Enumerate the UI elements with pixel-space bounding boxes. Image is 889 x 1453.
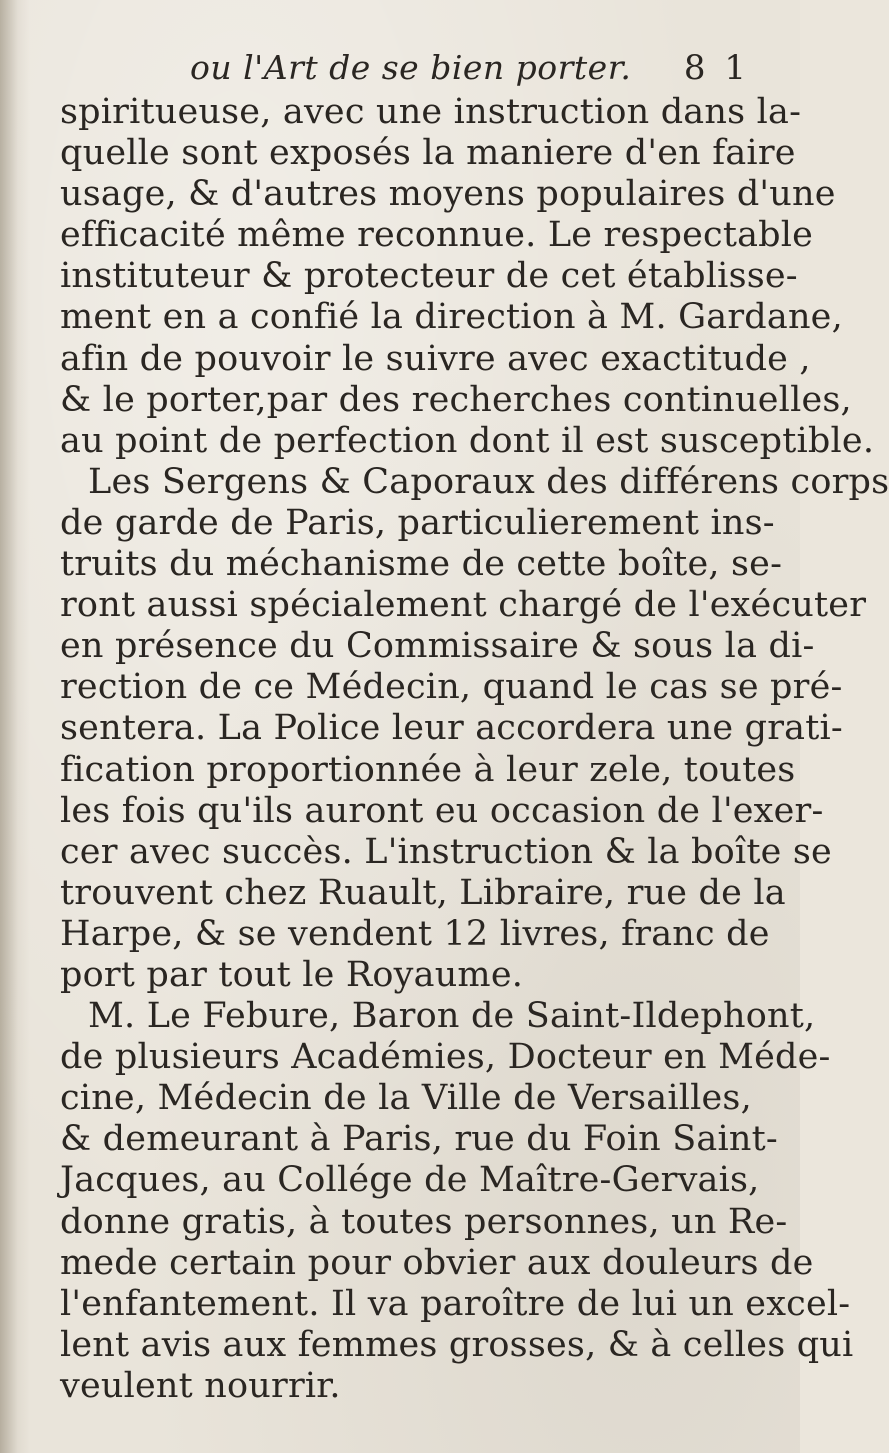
text-line: de garde de Paris, particulierement ins-: [60, 502, 775, 543]
running-head: ou l'Art de se bien porter.: [190, 48, 632, 87]
text-line: veulent nourrir.: [60, 1365, 341, 1406]
text-line: ront aussi spécialement chargé de l'exécuter: [60, 585, 867, 626]
text-line: usage, & d'autres moyens populaires d'une: [60, 174, 836, 215]
text-line: ment en a confié la direction à M. Gardane,: [60, 297, 843, 338]
text-line: instituteur & protecteur de cet établisse-: [60, 256, 798, 297]
page-header: [190, 48, 750, 88]
text-line: de plusieurs Académies, Docteur en Méde-: [60, 1037, 831, 1078]
text-line: fication proportionnée à leur zele, toutes: [60, 749, 796, 790]
text-line: cer avec succès. L'instruction & la boîte se: [60, 831, 832, 872]
binding-shadow: [0, 0, 30, 1453]
text-line: & le porter,par des recherches continuelles,: [60, 379, 852, 420]
text-line: donne gratis, à toutes personnes, un Re-: [60, 1201, 788, 1242]
text-line: & demeurant à Paris, rue du Foin Saint-: [60, 1119, 778, 1160]
text-line: sentera. La Police leur accordera une grati-: [60, 708, 843, 749]
text-line: au point de perfection dont il est susceptible.: [60, 420, 875, 461]
text-line: mede certain pour obvier aux douleurs de: [60, 1242, 814, 1283]
text-line: truits du méchanisme de cette boîte, se-: [60, 544, 783, 585]
text-line: afin de pouvoir le suivre avec exactitude ,: [60, 338, 811, 379]
text-line: Jacques, au Collége de Maître-Gervais,: [60, 1160, 760, 1201]
text-line: efficacité même reconnue. Le respectable: [60, 215, 814, 256]
page-number: 8 1: [683, 48, 750, 88]
text-line: lent avis aux femmes grosses, & à celles qui: [60, 1324, 854, 1365]
text-line: spiritueuse, avec une instruction dans la-: [60, 92, 802, 132]
text-line: rection de ce Médecin, quand le cas se pré-: [60, 667, 843, 708]
text-line: port par tout le Royaume.: [60, 954, 524, 995]
paragraph-start-line: M. Le Febure, Baron de Saint-Ildephont,: [88, 996, 816, 1037]
text-line: les fois qu'ils auront eu occasion de l'exer-: [60, 790, 824, 831]
text-line: Harpe, & se vendent 12 livres, franc de: [60, 913, 770, 954]
text-line: cine, Médecin de la Ville de Versailles,: [60, 1078, 752, 1119]
text-line: en présence du Commissaire & sous la di-: [60, 626, 815, 667]
text-line: trouvent chez Ruault, Libraire, rue de la: [60, 872, 786, 913]
body-text: [60, 92, 889, 1407]
text-line: quelle sont exposés la maniere d'en faire: [60, 133, 796, 174]
text-line: l'enfantement. Il va paroître de lui un excel-: [60, 1283, 851, 1324]
paragraph-start-line: Les Sergens & Caporaux des différens corps: [88, 461, 889, 502]
